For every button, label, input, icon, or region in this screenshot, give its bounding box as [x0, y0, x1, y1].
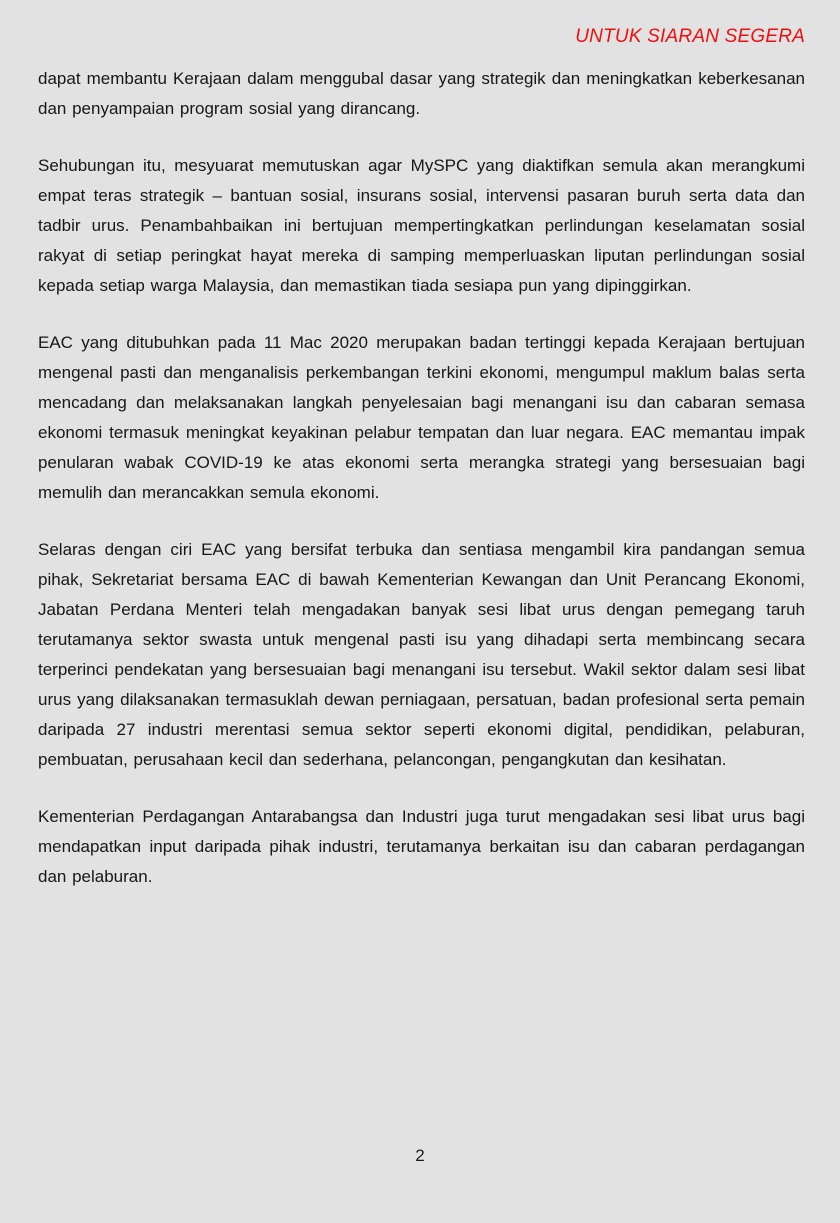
- paragraph: EAC yang ditubuhkan pada 11 Mac 2020 merupakan badan tertinggi kepada Kerajaan bertujuan mengenal pasti dan menganalisis perkembangan terkini ekonomi, mengumpul maklum balas serta mencadang dan melaksanakan langkah penyelesaian bagi menangani isu dan cabaran semasa ekonomi termasuk meningkat keyakinan pelabur tempatan dan luar negara. EAC memantau impak penularan wabak COVID-19 ke atas ekonomi serta merangka strategi yang bersesuaian bagi memulih dan merancakkan semula ekonomi.: [38, 333, 805, 502]
- page-number: 2: [415, 1146, 425, 1165]
- paragraph: Kementerian Perdagangan Antarabangsa dan Industri juga turut mengadakan sesi libat urus bagi mendapatkan input daripada pihak industri, terutamanya berkaitan isu dan cabaran perdagangan dan pelaburan.: [38, 807, 805, 886]
- release-status-label: UNTUK SIARAN SEGERA: [575, 26, 805, 47]
- paragraph: dapat membantu Kerajaan dalam menggubal dasar yang strategik dan meningkatkan keberkesanan dan penyampaian program sosial yang dirancang.: [38, 69, 805, 118]
- paragraph: Selaras dengan ciri EAC yang bersifat terbuka dan sentiasa mengambil kira pandangan semua pihak, Sekretariat bersama EAC di bawah Kementerian Kewangan dan Unit Perancang Ekonomi, Jabatan Perdana Menteri telah mengadakan banyak sesi libat urus dengan pemegang taruh terutamanya sektor swasta untuk mengenal pasti isu yang dihadapi serta membincang secara terperinci pendekatan yang bersesuaian bagi menangani isu tersebut. Wakil sektor dalam sesi libat urus yang dilaksanakan termasuklah dewan perniagaan, persatuan, badan profesional serta pemain daripada 27 industri merentasi semua sektor seperti ekonomi digital, pendidikan, pelaburan, pembuatan, perusahaan kecil dan sederhana, pelancongan, pengangkutan dan kesihatan.: [38, 540, 805, 769]
- paragraph: Sehubungan itu, mesyuarat memutuskan agar MySPC yang diaktifkan semula akan merangkumi empat teras strategik – bantuan sosial, insurans sosial, intervensi pasaran buruh serta data dan tadbir urus. Penambahbaikan ini bertujuan mempertingkatkan perlindungan keselamatan sosial rakyat di setiap peringkat hayat mereka di samping memperluaskan liputan perlindungan sosial kepada setiap warga Malaysia, dan memastikan tiada sesiapa pun yang dipinggirkan.: [38, 156, 805, 295]
- press-release-body: [38, 64, 805, 892]
